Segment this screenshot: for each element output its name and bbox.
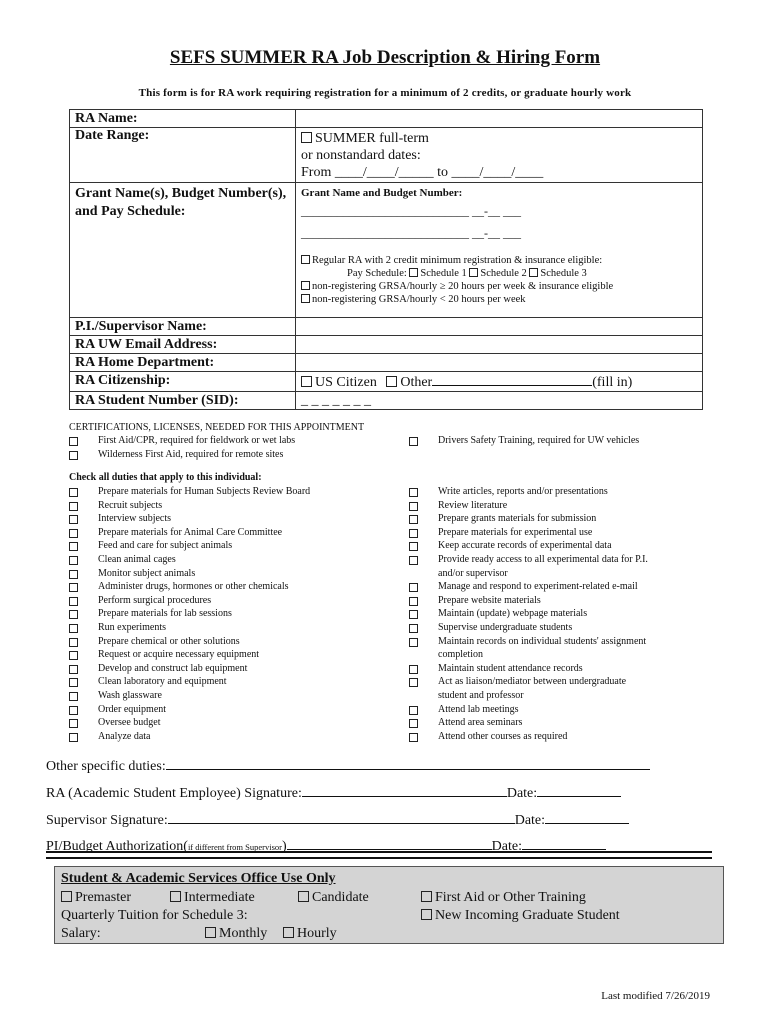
grant-line-1[interactable]: ____________________________ __-__ ___ xyxy=(301,204,521,218)
email-label: RA UW Email Address: xyxy=(70,336,296,354)
ra-info-table xyxy=(69,109,703,410)
pi-budget-close: ) xyxy=(281,839,287,854)
pi-supervisor-label: P.I./Supervisor Name: xyxy=(70,318,296,336)
grant-line-2[interactable]: ____________________________ __-__ ___ xyxy=(301,226,521,240)
supervisor-signature-label: Supervisor Signature: xyxy=(46,813,168,828)
duty-checkbox[interactable] xyxy=(409,678,418,687)
nonreg-20plus-checkbox[interactable] xyxy=(301,281,310,290)
nonreg-lt20-label: non-registering GRSA/hourly < 20 hours per week xyxy=(312,294,526,305)
duty-label: Develop and construct lab equipment xyxy=(98,662,248,674)
pay-schedule-label: Pay Schedule: xyxy=(347,268,407,279)
duty-checkbox[interactable] xyxy=(409,610,418,619)
duty-checkbox[interactable] xyxy=(409,624,418,633)
candidate-label: Candidate xyxy=(312,890,369,905)
duty-checkbox[interactable] xyxy=(409,502,418,511)
duty-checkbox[interactable] xyxy=(69,597,78,606)
duty-label: student and professor xyxy=(438,689,524,701)
intermediate-checkbox[interactable] xyxy=(170,891,181,902)
candidate-checkbox[interactable] xyxy=(298,891,309,902)
duty-checkbox[interactable] xyxy=(69,692,78,701)
first-aid-label: First Aid or Other Training xyxy=(435,890,586,905)
duty-label: Analyze data xyxy=(98,730,151,742)
citizenship-fill-in[interactable] xyxy=(432,372,592,386)
schedule-3-label: Schedule 3 xyxy=(540,268,587,279)
nonreg-20plus-label: non-registering GRSA/hourly ≥ 20 hours per week & insurance eligible xyxy=(312,281,614,292)
pi-budget-field[interactable] xyxy=(287,836,492,850)
duty-checkbox[interactable] xyxy=(69,624,78,633)
schedule-3-checkbox[interactable] xyxy=(529,268,538,277)
pi-budget-note: if different from Supervisor xyxy=(187,842,282,852)
pi-date-label: Date: xyxy=(491,839,522,854)
duty-checkbox[interactable] xyxy=(409,638,418,647)
schedule-2-label: Schedule 2 xyxy=(480,268,527,279)
duty-checkbox[interactable] xyxy=(69,665,78,674)
duty-label: Attend area seminars xyxy=(438,717,523,729)
ra-date-label: Date: xyxy=(506,786,538,801)
duty-label: Supervise undergraduate students xyxy=(438,621,573,633)
duty-checkbox[interactable] xyxy=(409,529,418,538)
duty-label: Administer drugs, hormones or other chemicals xyxy=(98,581,289,593)
nonreg-lt20-checkbox[interactable] xyxy=(301,294,310,303)
duty-label: Maintain records on individual students' assignment xyxy=(438,635,647,647)
ra-date-field[interactable] xyxy=(537,783,621,797)
schedule-1-checkbox[interactable] xyxy=(409,268,418,277)
duty-checkbox[interactable] xyxy=(69,651,78,660)
duty-checkbox[interactable] xyxy=(409,706,418,715)
other-checkbox[interactable] xyxy=(386,376,397,387)
duty-checkbox[interactable] xyxy=(69,542,78,551)
duty-checkbox[interactable] xyxy=(69,556,78,565)
fill-in-label: (fill in) xyxy=(592,375,633,390)
pi-budget-label: PI/Budget Authorization( xyxy=(46,839,188,854)
duty-checkbox[interactable] xyxy=(69,719,78,728)
ra-signature-field[interactable] xyxy=(302,783,507,797)
duty-label: Monitor subject animals xyxy=(98,567,196,579)
duty-checkbox[interactable] xyxy=(409,597,418,606)
certification-checkbox[interactable] xyxy=(69,437,78,446)
supervisor-date-field[interactable] xyxy=(545,810,629,824)
duty-checkbox[interactable] xyxy=(409,583,418,592)
premaster-label: Premaster xyxy=(75,890,131,905)
duty-checkbox[interactable] xyxy=(409,542,418,551)
grant-label: Grant Name(s), Budget Number(s), and Pay Schedule: xyxy=(70,183,296,318)
nonstandard-label: or nonstandard dates: xyxy=(301,148,421,163)
duty-label: Oversee budget xyxy=(98,717,161,729)
regular-ra-label: Regular RA with 2 credit minimum registration & insurance eligible: xyxy=(312,255,603,266)
duty-label: Maintain (update) webpage materials xyxy=(438,608,588,620)
supervisor-date-label: Date: xyxy=(514,813,546,828)
ra-name-field[interactable] xyxy=(296,110,703,128)
summer-checkbox[interactable] xyxy=(301,132,312,143)
pi-supervisor-field[interactable] xyxy=(296,318,703,336)
duty-checkbox[interactable] xyxy=(409,733,418,742)
premaster-checkbox[interactable] xyxy=(61,891,72,902)
other-duties-field[interactable] xyxy=(166,756,650,770)
duty-checkbox[interactable] xyxy=(409,719,418,728)
intermediate-label: Intermediate xyxy=(184,890,255,905)
salary-label: Salary: xyxy=(61,926,101,941)
duty-label: Prepare materials for lab sessions xyxy=(98,608,232,620)
certification-checkbox[interactable] xyxy=(69,451,78,460)
other-duties-line xyxy=(46,756,650,775)
duty-label: Order equipment xyxy=(98,703,167,715)
ra-signature-line xyxy=(46,783,621,802)
duty-checkbox[interactable] xyxy=(69,502,78,511)
duty-label: and/or supervisor xyxy=(438,567,508,579)
duty-checkbox[interactable] xyxy=(409,488,418,497)
duties-heading: Check all duties that apply to this individual: xyxy=(69,472,262,483)
citizenship-label: RA Citizenship: xyxy=(70,372,296,392)
supervisor-signature-field[interactable] xyxy=(168,810,515,824)
quarterly-tuition-label: Quarterly Tuition for Schedule 3: xyxy=(61,908,248,923)
duty-checkbox[interactable] xyxy=(69,733,78,742)
certification-label: First Aid/CPR, required for fieldwork or wet labs xyxy=(98,435,296,446)
monthly-checkbox[interactable] xyxy=(205,927,216,938)
duty-label: Prepare materials for Animal Care Committee xyxy=(98,526,283,538)
certification-label: Drivers Safety Training, required for UW vehicles xyxy=(438,435,640,446)
duty-checkbox[interactable] xyxy=(69,583,78,592)
monthly-label: Monthly xyxy=(219,926,268,941)
duty-checkbox[interactable] xyxy=(69,678,78,687)
duty-label: Prepare materials for experimental use xyxy=(438,526,593,538)
pi-date-field[interactable] xyxy=(522,836,606,850)
citizenship-field xyxy=(296,372,703,392)
duty-checkbox[interactable] xyxy=(409,665,418,674)
duty-label: Run experiments xyxy=(98,621,167,633)
date-range-field xyxy=(296,128,703,183)
last-modified: Last modified 7/26/2019 xyxy=(601,990,710,1002)
date-range-label: Date Range: xyxy=(70,128,296,183)
duty-checkbox[interactable] xyxy=(409,556,418,565)
sid-field[interactable]: _ _ _ _ _ _ _ xyxy=(296,392,703,410)
duty-label: Review literature xyxy=(438,499,508,511)
duty-checkbox[interactable] xyxy=(69,529,78,538)
regular-ra-checkbox[interactable] xyxy=(301,255,310,264)
duty-label: Attend lab meetings xyxy=(438,703,519,715)
duty-checkbox[interactable] xyxy=(69,488,78,497)
first-aid-checkbox[interactable] xyxy=(421,891,432,902)
form-subtitle: This form is for RA work requiring registration for a minimum of 2 credits, or graduate hourly work xyxy=(138,87,632,99)
duty-label: Prepare chemical or other solutions xyxy=(98,635,240,647)
duty-label: Recruit subjects xyxy=(98,499,163,511)
other-duties-label: Other specific duties: xyxy=(46,759,166,774)
certification-checkbox[interactable] xyxy=(409,437,418,446)
double-divider xyxy=(46,851,712,859)
sid-label: RA Student Number (SID): xyxy=(70,392,296,410)
other-label: Other xyxy=(400,375,433,390)
duty-label: Provide ready access to all experimental data for P.I. xyxy=(438,553,648,565)
duty-label: Write articles, reports and/or presentations xyxy=(438,486,608,497)
duty-label: Wash glassware xyxy=(98,689,162,701)
duty-label: completion xyxy=(438,649,483,661)
duty-checkbox[interactable] xyxy=(69,706,78,715)
grant-heading: Grant Name and Budget Number: xyxy=(301,187,463,199)
office-use-heading: Student & Academic Services Office Use Only xyxy=(61,871,336,886)
schedule-1-label: Schedule 1 xyxy=(420,268,467,279)
new-incoming-label: New Incoming Graduate Student xyxy=(435,908,620,923)
duty-label: Maintain student attendance records xyxy=(438,662,583,674)
office-use-box xyxy=(54,866,724,944)
certification-label: Wilderness First Aid, required for remote sites xyxy=(98,448,284,460)
duty-checkbox[interactable] xyxy=(69,610,78,619)
duty-checkbox[interactable] xyxy=(69,515,78,524)
duty-checkbox[interactable] xyxy=(409,515,418,524)
duty-label: Request or acquire necessary equipment xyxy=(98,649,260,661)
duty-label: Act as liaison/mediator between undergraduate xyxy=(438,676,627,688)
us-citizen-label: US Citizen xyxy=(315,375,377,390)
duty-checkbox[interactable] xyxy=(69,570,78,579)
duty-label: Feed and care for subject animals xyxy=(98,540,233,552)
hourly-checkbox[interactable] xyxy=(283,927,294,938)
home-dept-label: RA Home Department: xyxy=(70,354,296,372)
form-title: SEFS SUMMER RA Job Description & Hiring Form xyxy=(169,47,601,68)
us-citizen-checkbox[interactable] xyxy=(301,376,312,387)
duty-checkbox[interactable] xyxy=(69,638,78,647)
duty-label: Prepare grants materials for submission xyxy=(438,513,597,525)
summer-full-term-label: SUMMER full-term xyxy=(315,131,429,146)
hourly-label: Hourly xyxy=(297,926,337,941)
from-to-dates[interactable]: From ____/____/_____ to ____/____/____ xyxy=(301,165,544,180)
duty-label: Attend other courses as required xyxy=(438,730,568,742)
duty-label: Clean animal cages xyxy=(98,553,176,565)
duty-label: Perform surgical procedures xyxy=(98,594,212,606)
certifications-heading: CERTIFICATIONS, LICENSES, NEEDED FOR THIS APPOINTMENT xyxy=(69,422,365,433)
new-incoming-checkbox[interactable] xyxy=(421,909,432,920)
schedule-2-checkbox[interactable] xyxy=(469,268,478,277)
duty-label: Prepare materials for Human Subjects Review Board xyxy=(98,486,311,497)
duty-label: Manage and respond to experiment-related e-mail xyxy=(438,581,638,593)
duty-label: Prepare website materials xyxy=(438,594,541,606)
duty-label: Keep accurate records of experimental data xyxy=(438,540,612,552)
email-field[interactable] xyxy=(296,336,703,354)
grant-field xyxy=(296,183,703,318)
ra-name-label: RA Name: xyxy=(70,110,296,128)
duty-label: Clean laboratory and equipment xyxy=(98,676,227,688)
ra-signature-label: RA (Academic Student Employee) Signature: xyxy=(46,786,302,801)
supervisor-signature-line xyxy=(46,810,629,829)
duty-label: Interview subjects xyxy=(98,513,172,525)
home-dept-field[interactable] xyxy=(296,354,703,372)
